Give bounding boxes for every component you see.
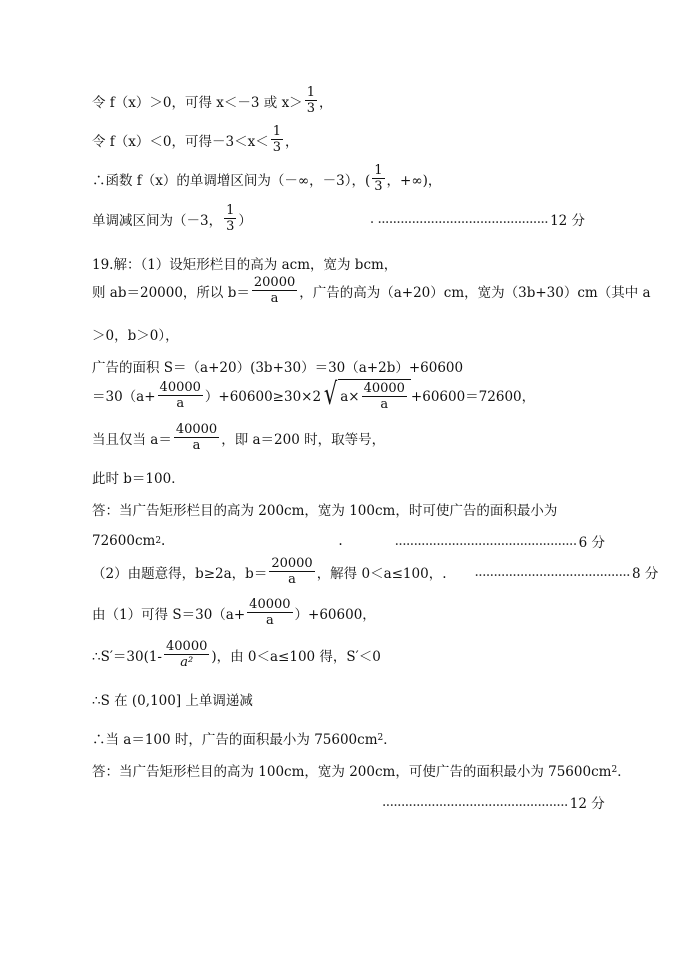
dot-leader: ......................................... — [474, 563, 630, 580]
numerator: 40000 — [175, 422, 218, 437]
text: （2）由题意得，b≥2a，b＝ — [92, 565, 268, 582]
denominator: a² — [180, 655, 194, 670]
text: ，广告的高为（a+20）cm，宽为（3b+30）cm（其中 a — [299, 284, 651, 301]
text: ＝30（a+ — [92, 389, 156, 405]
line-5 — [92, 253, 397, 273]
denominator: 3 — [306, 101, 315, 116]
numerator: 1 — [226, 203, 235, 218]
text: 由（1）可得 S＝30（a+ — [92, 606, 246, 623]
numerator: 20000 — [253, 275, 296, 290]
fraction — [372, 164, 384, 193]
numerator: 40000 — [249, 597, 291, 612]
text: +60600＝72600， — [410, 389, 536, 405]
text: 19.解：（1）设矩形栏目的高为 acm，宽为 bcm， — [92, 257, 398, 273]
superscript: 2 — [377, 733, 384, 743]
text: 此时 b＝100． — [92, 471, 185, 487]
fraction — [252, 276, 297, 305]
line-8 — [92, 356, 463, 376]
text: 令 f（x）＞0，可得 x＜－3 或 x＞ — [92, 94, 303, 111]
text: 72600cm — [92, 533, 156, 549]
line-1 — [92, 86, 332, 115]
numerator: 40000 — [166, 639, 208, 654]
text: . — [338, 533, 343, 549]
dot-leader: . ............................................. — [369, 210, 549, 227]
fraction — [158, 381, 203, 410]
line-11 — [92, 467, 185, 487]
text: ＞0，b＞0）， — [92, 328, 179, 344]
line-16 — [92, 640, 381, 669]
text: ）+60600≥30×2 — [204, 389, 322, 405]
line-7 — [92, 324, 179, 344]
text: ∴S′＝30(1- — [92, 648, 162, 665]
radicand — [338, 379, 411, 411]
line-15 — [92, 598, 376, 627]
numerator: 1 — [306, 85, 315, 100]
line-9 — [92, 379, 535, 411]
fraction — [269, 557, 314, 586]
denominator: 3 — [226, 219, 235, 234]
text: ∴S 在 (0,100] 上单调递减 — [92, 693, 253, 709]
denominator: a — [265, 613, 274, 628]
fraction — [164, 640, 209, 669]
fraction — [174, 423, 219, 452]
line-3 — [92, 164, 441, 193]
text: 令 f（x）＜0，可得－3＜x＜ — [92, 133, 269, 150]
text: ， — [284, 133, 299, 150]
numerator: 20000 — [271, 556, 313, 571]
line-18 — [92, 728, 397, 748]
fraction — [362, 382, 407, 411]
numerator: 40000 — [159, 379, 201, 395]
dot-leader: ................................................. — [382, 794, 568, 810]
text: 则 ab＝20000，所以 b＝ — [92, 284, 250, 301]
text: ∴当 a＝100 时，广告的面积最小为 75600cm — [92, 732, 378, 748]
line-19 — [92, 760, 631, 780]
radical-sign-icon: √ — [323, 377, 338, 412]
text: . — [161, 533, 166, 549]
fraction — [247, 598, 292, 627]
text: ）+60600， — [294, 606, 376, 623]
square-root — [321, 379, 411, 411]
superscript: 2 — [611, 765, 618, 775]
line-2 — [92, 125, 298, 154]
text: a× — [340, 388, 360, 405]
numerator: 40000 — [363, 381, 405, 396]
line-14 — [92, 556, 659, 587]
denominator: 3 — [272, 140, 281, 155]
numerator: 1 — [272, 124, 281, 139]
score-label: 12 分 — [569, 796, 605, 812]
denominator: a — [192, 438, 201, 453]
text: ） — [238, 212, 252, 229]
line-6 — [92, 276, 651, 305]
text: )，由 0＜a≤100 得，S′＜0 — [211, 648, 381, 665]
superscript: 2 — [155, 536, 162, 546]
line-13 — [92, 531, 606, 551]
fraction — [305, 86, 317, 115]
numerator: 1 — [374, 163, 383, 178]
fraction — [224, 204, 236, 233]
denominator: a — [270, 291, 279, 306]
denominator: a — [380, 397, 389, 412]
line-20 — [382, 792, 605, 812]
text: ， — [318, 94, 333, 111]
text: ，即 a＝200 时，取等号， — [221, 431, 386, 448]
text: ，+∞)， — [386, 172, 442, 189]
denominator: a — [176, 395, 185, 411]
text: 答：当广告矩形栏目的高为 200cm，宽为 100cm，时可使广告的面积最小为 — [92, 503, 558, 519]
denominator: a — [288, 572, 296, 587]
denominator: 3 — [374, 179, 383, 194]
fraction — [271, 125, 283, 154]
text: ． — [617, 764, 631, 780]
score-label: 6 分 — [578, 535, 606, 551]
text: 广告的面积 S＝（a+20）(3b+30）＝30（a+2b）+60600 — [92, 360, 464, 376]
dot-leader: ................................................ — [394, 533, 577, 549]
score-label: 12 分 — [550, 212, 586, 229]
text: ，解得 0＜a≤100，. — [316, 565, 447, 582]
text: ． — [383, 732, 397, 748]
text: 单调减区间为（－3， — [92, 212, 223, 229]
text: 答：当广告矩形栏目的高为 100cm，宽为 200cm，可使广告的面积最小为 75600cm — [92, 764, 612, 780]
line-12 — [92, 499, 557, 519]
line-4 — [92, 204, 602, 233]
score-label: 8 分 — [631, 565, 659, 582]
text: 当且仅当 a＝ — [92, 431, 172, 448]
line-10 — [92, 423, 385, 452]
line-17 — [92, 689, 253, 709]
text: ∴函数 f（x）的单调增区间为（－∞，－3），( — [92, 172, 371, 189]
